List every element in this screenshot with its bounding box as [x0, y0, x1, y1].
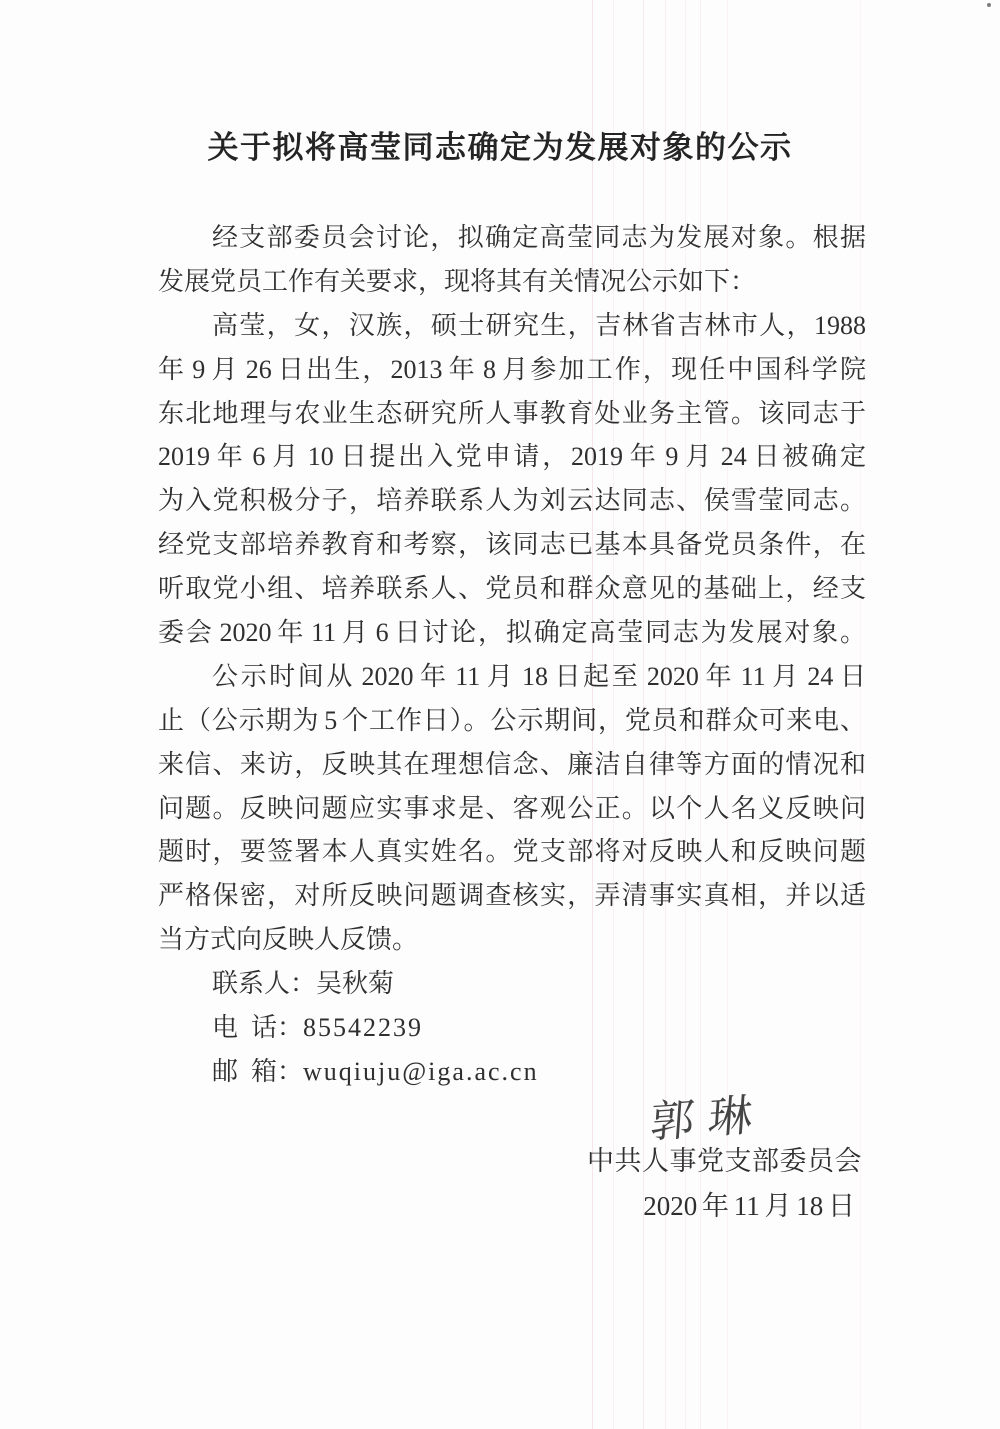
body-line: 委会 2020 年 11 月 6 日讨论，拟确定高莹同志为发展对象。 [158, 618, 866, 648]
contact-phone-line [158, 1006, 866, 1050]
contact-phone-label: 电 话： [212, 1013, 304, 1043]
contact-person-label: 联系人： [212, 969, 317, 999]
body-line: 严格保密，对所反映问题调查核实，弄清事实真相，并以适 [158, 881, 866, 911]
ink-speck [987, 3, 991, 7]
body-line: 东北地理与农业生态研究所人事教育处业务主管。该同志于 [158, 398, 866, 428]
body-line: 为入党积极分子，培养联系人为刘云达同志、侯雪莹同志。 [158, 486, 866, 516]
signature-date: 2020 年 11 月 18 日 [643, 1191, 855, 1221]
contact-block [158, 962, 866, 1094]
signature-organization: 中共人事党支部委员会 [587, 1146, 862, 1176]
body-line: 止（公示期为 5 个工作日）。公示期间，党员和群众可来电、 [158, 705, 866, 735]
contact-phone-value: 85542239 [303, 1013, 424, 1043]
body-line: 经支部委员会讨论，拟确定高莹同志为发展对象。根据 [212, 223, 866, 252]
handwritten-signature: 郭琳 [648, 1089, 768, 1148]
body-line: 年 9 月 26 日出生，2013 年 8 月参加工作，现任中国科学院 [158, 354, 866, 384]
body-line: 问题。反映问题应实事求是、客观公正。以个人名义反映问 [158, 793, 866, 823]
body-line: 听取党小组、培养联系人、党员和群众意见的基础上，经支 [158, 574, 866, 604]
body-line: 2019 年 6 月 10 日提出入党申请，2019 年 9 月 24 日被确定 [158, 442, 866, 472]
body-line: 题时，要签署本人真实姓名。党支部将对反映人和反映问题 [158, 837, 866, 867]
body-line: 发展党员工作有关要求，现将其有关情况公示如下： [158, 266, 757, 296]
document-body [158, 216, 866, 1094]
body-line: 当方式向反映人反馈。 [158, 925, 419, 955]
body-line: 高莹，女，汉族，硕士研究生，吉林省吉林市人，1988 [212, 310, 866, 340]
contact-email-label: 邮 箱： [212, 1056, 304, 1086]
document-title: 关于拟将高莹同志确定为发展对象的公示 [207, 130, 793, 165]
body-line: 经党支部培养教育和考察，该同志已基本具备党员条件，在 [158, 530, 866, 560]
body-line: 公示时间从 2020 年 11 月 18 日起至 2020 年 11 月 24 日 [212, 661, 866, 691]
contact-email-value: wuqiuju@iga.ac.cn [303, 1056, 539, 1086]
body-lines [158, 216, 866, 962]
body-line: 来信、来访，反映其在理想信念、廉洁自律等方面的情况和 [158, 749, 866, 779]
contact-person-line [158, 962, 866, 1006]
contact-person-value: 吴秋菊 [316, 969, 395, 999]
